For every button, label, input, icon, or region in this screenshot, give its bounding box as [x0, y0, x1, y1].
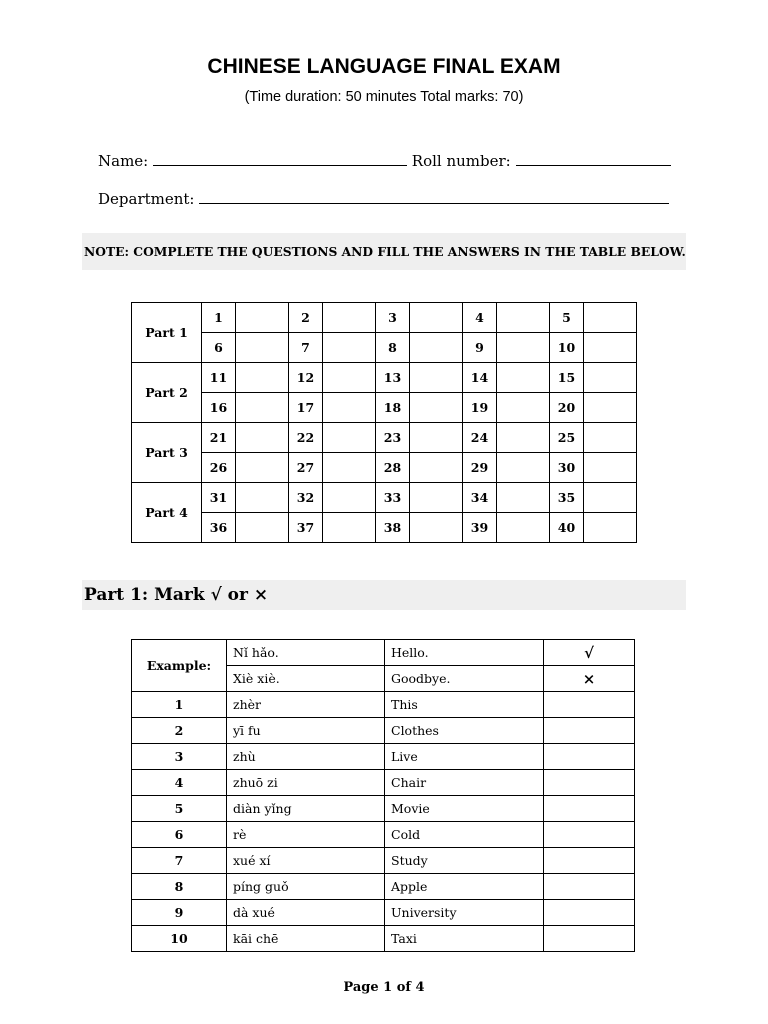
answer-cell[interactable] — [236, 303, 289, 333]
department-row — [98, 189, 669, 208]
answer-cell[interactable] — [584, 303, 637, 333]
example-english: Hello. — [385, 640, 544, 666]
answer-cell[interactable] — [584, 423, 637, 453]
answer-cell[interactable] — [497, 513, 550, 543]
answer-row — [132, 333, 637, 363]
answer-cell[interactable] — [410, 393, 463, 423]
vocab-row — [132, 900, 635, 926]
answer-row — [132, 483, 637, 513]
question-number: 20 — [550, 393, 584, 423]
answer-grid — [131, 302, 637, 543]
example-pinyin: Nǐ hǎo. — [227, 640, 385, 666]
part1-heading: Part 1: Mark √ or × — [82, 580, 686, 610]
question-number: 30 — [550, 453, 584, 483]
question-number: 5 — [550, 303, 584, 333]
exam-subtitle: (Time duration: 50 minutes Total marks: 70) — [244, 89, 524, 105]
answer-row — [132, 513, 637, 543]
answer-cell[interactable] — [236, 423, 289, 453]
part-label: Part 1 — [132, 303, 202, 363]
question-number: 4 — [463, 303, 497, 333]
english-cell: This — [385, 692, 544, 718]
department-label: Department: — [98, 190, 195, 208]
question-number: 21 — [202, 423, 236, 453]
question-number: 25 — [550, 423, 584, 453]
question-number: 4 — [132, 770, 227, 796]
pinyin-cell: yī fu — [227, 718, 385, 744]
answer-cell[interactable] — [584, 363, 637, 393]
example-pinyin: Xiè xiè. — [227, 666, 385, 692]
mark-cell[interactable] — [544, 718, 635, 744]
question-number: 27 — [289, 453, 323, 483]
answer-cell[interactable] — [236, 333, 289, 363]
english-cell: Taxi — [385, 926, 544, 952]
answer-cell[interactable] — [236, 483, 289, 513]
answer-cell[interactable] — [410, 303, 463, 333]
answer-cell[interactable] — [410, 423, 463, 453]
mark-cell[interactable] — [544, 822, 635, 848]
mark-cell[interactable] — [544, 926, 635, 952]
example-mark-check: √ — [544, 640, 635, 666]
question-number: 23 — [376, 423, 410, 453]
pinyin-cell: dà xué — [227, 900, 385, 926]
vocab-row — [132, 692, 635, 718]
answer-cell[interactable] — [323, 453, 376, 483]
question-number: 6 — [202, 333, 236, 363]
question-number: 8 — [376, 333, 410, 363]
roll-number-label: Roll number: — [411, 152, 511, 170]
answer-cell[interactable] — [584, 393, 637, 423]
part1-table — [131, 639, 635, 952]
question-number: 31 — [202, 483, 236, 513]
part-label: Part 2 — [132, 363, 202, 423]
question-number: 29 — [463, 453, 497, 483]
question-number: 18 — [376, 393, 410, 423]
page-footer: Page 1 of 4 — [343, 980, 425, 995]
answer-cell[interactable] — [323, 393, 376, 423]
answer-cell[interactable] — [323, 303, 376, 333]
pinyin-cell: zhèr — [227, 692, 385, 718]
question-number: 33 — [376, 483, 410, 513]
vocab-row — [132, 822, 635, 848]
answer-cell[interactable] — [497, 483, 550, 513]
vocab-row — [132, 874, 635, 900]
mark-cell[interactable] — [544, 848, 635, 874]
question-number: 26 — [202, 453, 236, 483]
question-number: 10 — [550, 333, 584, 363]
pinyin-cell: zhuō zi — [227, 770, 385, 796]
mark-cell[interactable] — [544, 770, 635, 796]
question-number: 14 — [463, 363, 497, 393]
question-number: 35 — [550, 483, 584, 513]
instruction-note: NOTE: COMPLETE THE QUESTIONS AND FILL THE ANSWERS IN THE TABLE BELOW. — [82, 233, 686, 270]
vocab-row — [132, 848, 635, 874]
answer-cell[interactable] — [497, 453, 550, 483]
vocab-row — [132, 770, 635, 796]
english-cell: Clothes — [385, 718, 544, 744]
answer-cell[interactable] — [410, 333, 463, 363]
question-number: 40 — [550, 513, 584, 543]
question-number: 28 — [376, 453, 410, 483]
english-cell: Study — [385, 848, 544, 874]
english-cell: Apple — [385, 874, 544, 900]
answer-cell[interactable] — [323, 333, 376, 363]
pinyin-cell: diàn yǐng — [227, 796, 385, 822]
answer-row — [132, 423, 637, 453]
answer-cell[interactable] — [323, 483, 376, 513]
answer-cell[interactable] — [410, 483, 463, 513]
name-label: Name: — [98, 152, 149, 170]
name-roll-row — [98, 151, 671, 170]
question-number: 36 — [202, 513, 236, 543]
answer-cell[interactable] — [323, 423, 376, 453]
question-number: 7 — [289, 333, 323, 363]
answer-cell[interactable] — [236, 363, 289, 393]
answer-cell[interactable] — [323, 363, 376, 393]
pinyin-cell: rè — [227, 822, 385, 848]
answer-cell[interactable] — [584, 513, 637, 543]
answer-row — [132, 363, 637, 393]
question-number: 38 — [376, 513, 410, 543]
question-number: 39 — [463, 513, 497, 543]
question-number: 2 — [132, 718, 227, 744]
answer-cell[interactable] — [497, 303, 550, 333]
question-number: 5 — [132, 796, 227, 822]
answer-cell[interactable] — [584, 453, 637, 483]
answer-row — [132, 303, 637, 333]
question-number: 8 — [132, 874, 227, 900]
vocab-row — [132, 744, 635, 770]
name-field[interactable] — [153, 151, 407, 166]
example-mark-cross: × — [544, 666, 635, 692]
question-number: 3 — [132, 744, 227, 770]
answer-cell[interactable] — [323, 513, 376, 543]
english-cell: Cold — [385, 822, 544, 848]
example-label: Example: — [132, 640, 227, 692]
english-cell: Movie — [385, 796, 544, 822]
question-number: 34 — [463, 483, 497, 513]
question-number: 11 — [202, 363, 236, 393]
pinyin-cell: xué xí — [227, 848, 385, 874]
question-number: 17 — [289, 393, 323, 423]
english-cell: University — [385, 900, 544, 926]
department-field[interactable] — [199, 189, 669, 204]
english-cell: Live — [385, 744, 544, 770]
roll-number-field[interactable] — [516, 151, 671, 166]
example-row — [132, 640, 635, 666]
mark-cell[interactable] — [544, 796, 635, 822]
question-number: 10 — [132, 926, 227, 952]
answer-cell[interactable] — [584, 333, 637, 363]
question-number: 13 — [376, 363, 410, 393]
question-number: 3 — [376, 303, 410, 333]
mark-cell[interactable] — [544, 692, 635, 718]
english-cell: Chair — [385, 770, 544, 796]
answer-row — [132, 393, 637, 423]
answer-cell[interactable] — [410, 453, 463, 483]
answer-cell[interactable] — [497, 363, 550, 393]
part-label: Part 3 — [132, 423, 202, 483]
answer-cell[interactable] — [410, 513, 463, 543]
question-number: 24 — [463, 423, 497, 453]
answer-cell[interactable] — [236, 393, 289, 423]
question-number: 32 — [289, 483, 323, 513]
question-number: 16 — [202, 393, 236, 423]
question-number: 9 — [463, 333, 497, 363]
question-number: 6 — [132, 822, 227, 848]
answer-cell[interactable] — [497, 333, 550, 363]
pinyin-cell: kāi chē — [227, 926, 385, 952]
question-number: 1 — [132, 692, 227, 718]
mark-cell[interactable] — [544, 874, 635, 900]
answer-cell[interactable] — [410, 363, 463, 393]
exam-title: CHINESE LANGUAGE FINAL EXAM — [207, 55, 561, 78]
question-number: 2 — [289, 303, 323, 333]
vocab-row — [132, 926, 635, 952]
mark-cell[interactable] — [544, 744, 635, 770]
part-label: Part 4 — [132, 483, 202, 543]
question-number: 9 — [132, 900, 227, 926]
question-number: 15 — [550, 363, 584, 393]
question-number: 1 — [202, 303, 236, 333]
example-english: Goodbye. — [385, 666, 544, 692]
question-number: 22 — [289, 423, 323, 453]
answer-cell[interactable] — [497, 393, 550, 423]
vocab-row — [132, 718, 635, 744]
question-number: 7 — [132, 848, 227, 874]
mark-cell[interactable] — [544, 900, 635, 926]
pinyin-cell: zhù — [227, 744, 385, 770]
question-number: 37 — [289, 513, 323, 543]
pinyin-cell: píng guǒ — [227, 874, 385, 900]
vocab-row — [132, 796, 635, 822]
answer-cell[interactable] — [497, 423, 550, 453]
question-number: 19 — [463, 393, 497, 423]
answer-cell[interactable] — [236, 453, 289, 483]
answer-row — [132, 453, 637, 483]
answer-cell[interactable] — [584, 483, 637, 513]
question-number: 12 — [289, 363, 323, 393]
answer-cell[interactable] — [236, 513, 289, 543]
